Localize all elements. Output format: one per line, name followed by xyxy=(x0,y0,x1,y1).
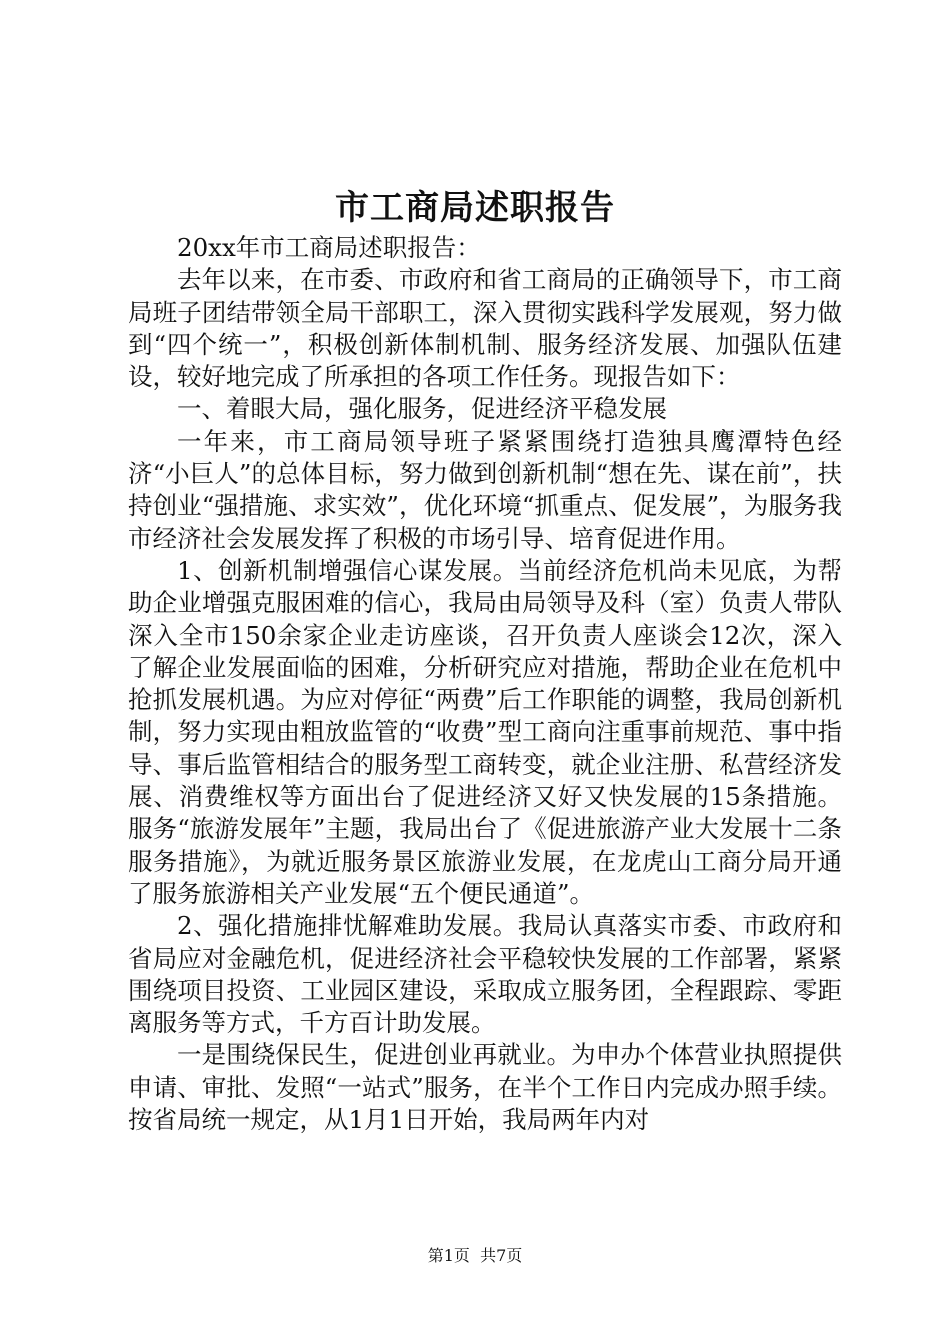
document-body xyxy=(128,232,842,1136)
paragraph-subitem-1: 一是围绕保民生，促进创业再就业。为申办个体营业执照提供申请、审批、发照“一站式”服务，在半个工作日内完成办照手续。按省局统一规定，从1月1日开始，我局两年内对 xyxy=(128,1040,842,1135)
paragraph-section-1-summary: 一年来，市工商局领导班子紧紧围绕打造独具鹰潭特色经济“小巨人”的总体目标，努力做到创新机制“想在先、谋在前”，扶持创业“强措施、求实效”，优化环境“抓重点、促发展”，为服务我市经济社会发展发挥了积极的市场引导、培育促进作用。 xyxy=(128,426,842,553)
paragraph-item-1: 1、创新机制增强信心谋发展。当前经济危机尚未见底，为帮助企业增强克服困难的信心，我局由局领导及科（室）负责人带队深入全市150余家企业走访座谈，召开负责人座谈会12次，深入了解企业发展面临的困难，分析研究应对措施，帮助企业在危机中抢抓发展机遇。为应对停征“两费”后工作职能的调整，我局创新机制，努力实现由粗放监管的“收费”型工商向注重事前规范、事中指导、事后监管相结合的服务型工商转变，就企业注册、私营经济发展、消费维权等方面出台了促进经济又好又快发展的15条措施。服务“旅游发展年”主题，我局出台了《促进旅游产业大发展十二条服务措施》，为就近服务景区旅游业发展，在龙虎山工商分局开通了服务旅游相关产业发展“五个便民通道”。 xyxy=(128,555,842,908)
section-heading-1: 一、着眼大局，强化服务，促进经济平稳发展 xyxy=(177,394,667,424)
paragraph-intro: 20xx年市工商局述职报告： xyxy=(177,233,481,262)
paragraph-overview: 去年以来，在市委、市政府和省工商局的正确领导下，市工商局班子团结带领全局干部职工，深入贯彻实践科学发展观，努力做到“四个统一”，积极创新体制机制、服务经济发展、加强队伍建设，较好地完成了所承担的各项工作任务。现报告如下： xyxy=(128,265,842,392)
document-title: 市工商局述职报告 xyxy=(335,188,615,228)
paragraph-item-2: 2、强化措施排忧解难助发展。我局认真落实市委、市政府和省局应对金融危机，促进经济社会平稳较快发展的工作部署，紧紧围绕项目投资、工业园区建设，采取成立服务团，全程跟踪、零距离服务等方式，千方百计助发展。 xyxy=(128,911,842,1038)
page-footer: 第1页 共7页 xyxy=(427,1246,523,1265)
